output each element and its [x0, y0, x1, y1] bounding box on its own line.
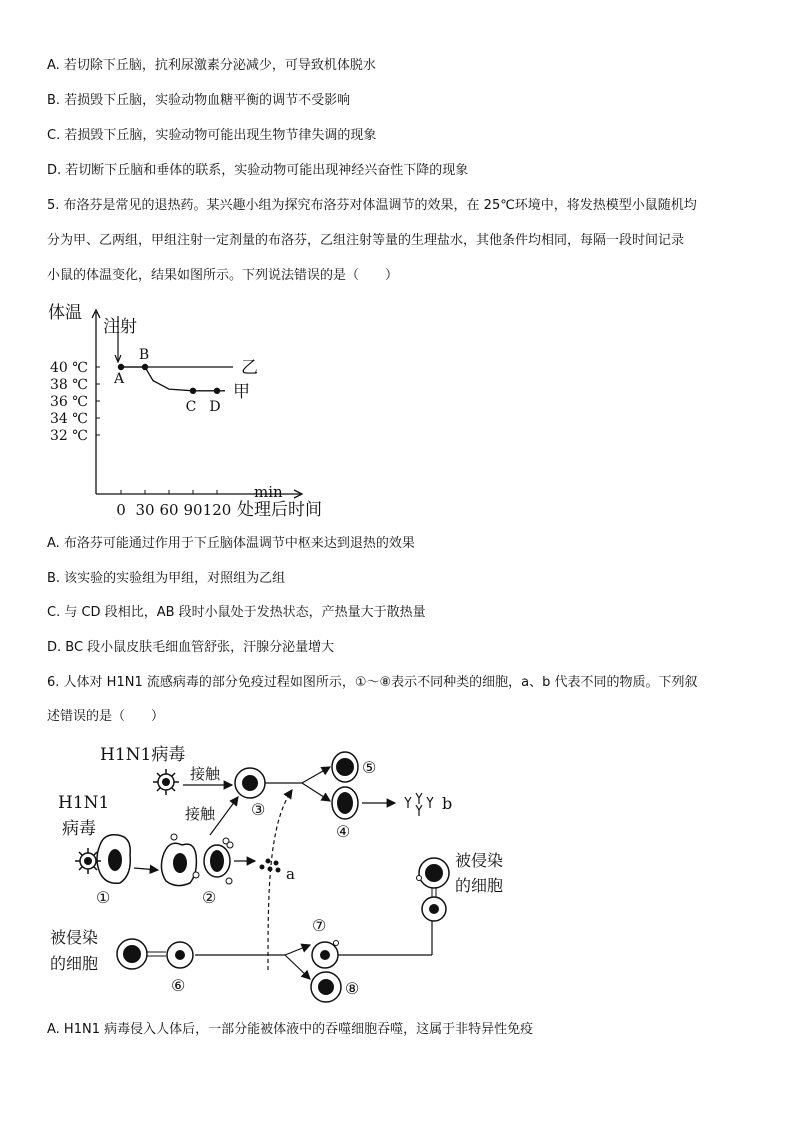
cell-8	[311, 972, 341, 1002]
cell-7	[312, 941, 339, 969]
series-line-1	[121, 367, 225, 391]
contact-label-1: 接触	[190, 765, 221, 783]
series-label: 甲	[233, 381, 250, 402]
cell-2	[204, 838, 233, 884]
cell-4	[332, 787, 358, 819]
q6-option-a: A. H1N1 病毒侵入人体后，一部分能被体液中的吞噬细胞吞噬，这属于非特异性免疫	[47, 1022, 534, 1037]
y-tick-label: 34 ℃	[50, 411, 88, 427]
y-tick-label: 38 ℃	[50, 377, 88, 393]
x-tick-label: 120	[202, 501, 232, 519]
q5-option-b: B. 该实验的实验组为甲组，对照组为乙组	[47, 571, 286, 586]
q6-stem-line-2: 述错误的是（ ）	[47, 709, 165, 724]
substance-b-label: b	[442, 794, 453, 813]
cell-6-number: ⑥	[171, 976, 186, 995]
q5-option-d: D. BC 段小鼠皮肤毛细血管舒张，汗腺分泌量增大	[47, 640, 335, 655]
x-tick-label: 60	[159, 501, 179, 519]
infected-cell-label-left-2: 的细胞	[50, 954, 99, 973]
virus-top-icon	[153, 769, 179, 795]
cell-3	[235, 768, 265, 798]
immune-process-diagram	[40, 735, 580, 1005]
data-point	[190, 388, 196, 394]
q5-stem-line-2: 分为甲、乙两组，甲组注射一定剂量的布洛芬，乙组注射等量的生理盐水，其他条件均相同，每隔一段时间记录	[47, 233, 685, 248]
y-axis-label: 体温	[48, 303, 82, 323]
x-axis-label: 处理后时间	[237, 500, 322, 520]
q5-option-c: C. 与 CD 段相比，AB 段时小鼠处于发热状态，产热量大于散热量	[47, 605, 426, 620]
x-tick-label: 30	[135, 501, 155, 519]
infected-cell-label-left-1: 被侵染	[50, 928, 99, 947]
x-axis-unit: min	[254, 483, 283, 501]
point-label: D	[209, 398, 221, 415]
virus-label-left-2: 病毒	[62, 819, 96, 839]
q4-option-d: D. 若切断下丘脑和垂体的联系，实验动物可能出现神经兴奋性下降的现象	[47, 163, 469, 178]
virus-label-left-1: H1N1	[58, 793, 110, 813]
temperature-chart	[40, 298, 360, 523]
x-tick-label: 90	[183, 501, 203, 519]
infected-cell-left	[117, 939, 147, 969]
substance-a-label: a	[286, 865, 295, 883]
point-label: B	[138, 347, 150, 363]
infected-cell-label-right-2: 的细胞	[455, 876, 504, 895]
q5-stem-line-1: 5. 布洛芬是常见的退热药。某兴趣小组为探究布洛芬对体温调节的效果，在 25℃环境中，将发热模型小鼠随机均	[47, 198, 697, 213]
q5-stem-line-3: 小鼠的体温变化，结果如图所示。下列说法错误的是（ ）	[47, 268, 399, 283]
substance-a-icon	[260, 859, 281, 873]
data-point	[118, 364, 124, 370]
point-label: A	[113, 371, 125, 387]
cell-4-number: ④	[336, 822, 351, 841]
infected-cell-right	[417, 858, 450, 921]
series-label: 乙	[241, 358, 258, 378]
cell-1-number: ①	[96, 888, 111, 907]
cell-2-number: ②	[202, 888, 217, 907]
cell-3-number: ③	[251, 800, 266, 819]
q5-option-a: A. 布洛芬可能通过作用于下丘脑体温调节中枢来达到退热的效果	[47, 536, 415, 551]
antibody-icon	[405, 793, 433, 816]
data-point	[214, 388, 220, 394]
y-tick-label: 32 ℃	[50, 428, 88, 444]
cell-6	[167, 942, 193, 968]
q6-stem-line-1: 6. 人体对 H1N1 流感病毒的部分免疫过程如图所示，①～⑧表示不同种类的细胞，a、b 代表不同的物质。下列叙	[47, 675, 698, 690]
cell-7-number: ⑦	[312, 916, 327, 935]
point-label: C	[185, 398, 197, 415]
x-tick-label: 0	[116, 501, 126, 519]
cell-8-number: ⑧	[345, 979, 360, 998]
y-tick-label: 40 ℃	[50, 360, 88, 376]
cell-5	[332, 752, 358, 782]
data-point	[142, 364, 148, 370]
injection-label: 注射	[103, 317, 137, 337]
infected-cell-label-right-1: 被侵染	[455, 851, 504, 870]
cell-1	[97, 835, 130, 884]
virus-label-top: H1N1病毒	[100, 745, 186, 765]
q4-option-a: A. 若切除下丘脑，抗利尿激素分泌减少，可导致机体脱水	[47, 58, 376, 73]
cell-5-number: ⑤	[362, 758, 377, 777]
q4-option-c: C. 若损毁下丘脑，实验动物可能出现生物节律失调的现象	[47, 128, 377, 143]
y-tick-label: 36 ℃	[50, 394, 88, 410]
antigen-presenting-cell	[161, 834, 199, 886]
contact-label-2: 接触	[185, 805, 216, 823]
q4-option-b: B. 若损毁下丘脑，实验动物血糖平衡的调节不受影响	[47, 93, 351, 108]
